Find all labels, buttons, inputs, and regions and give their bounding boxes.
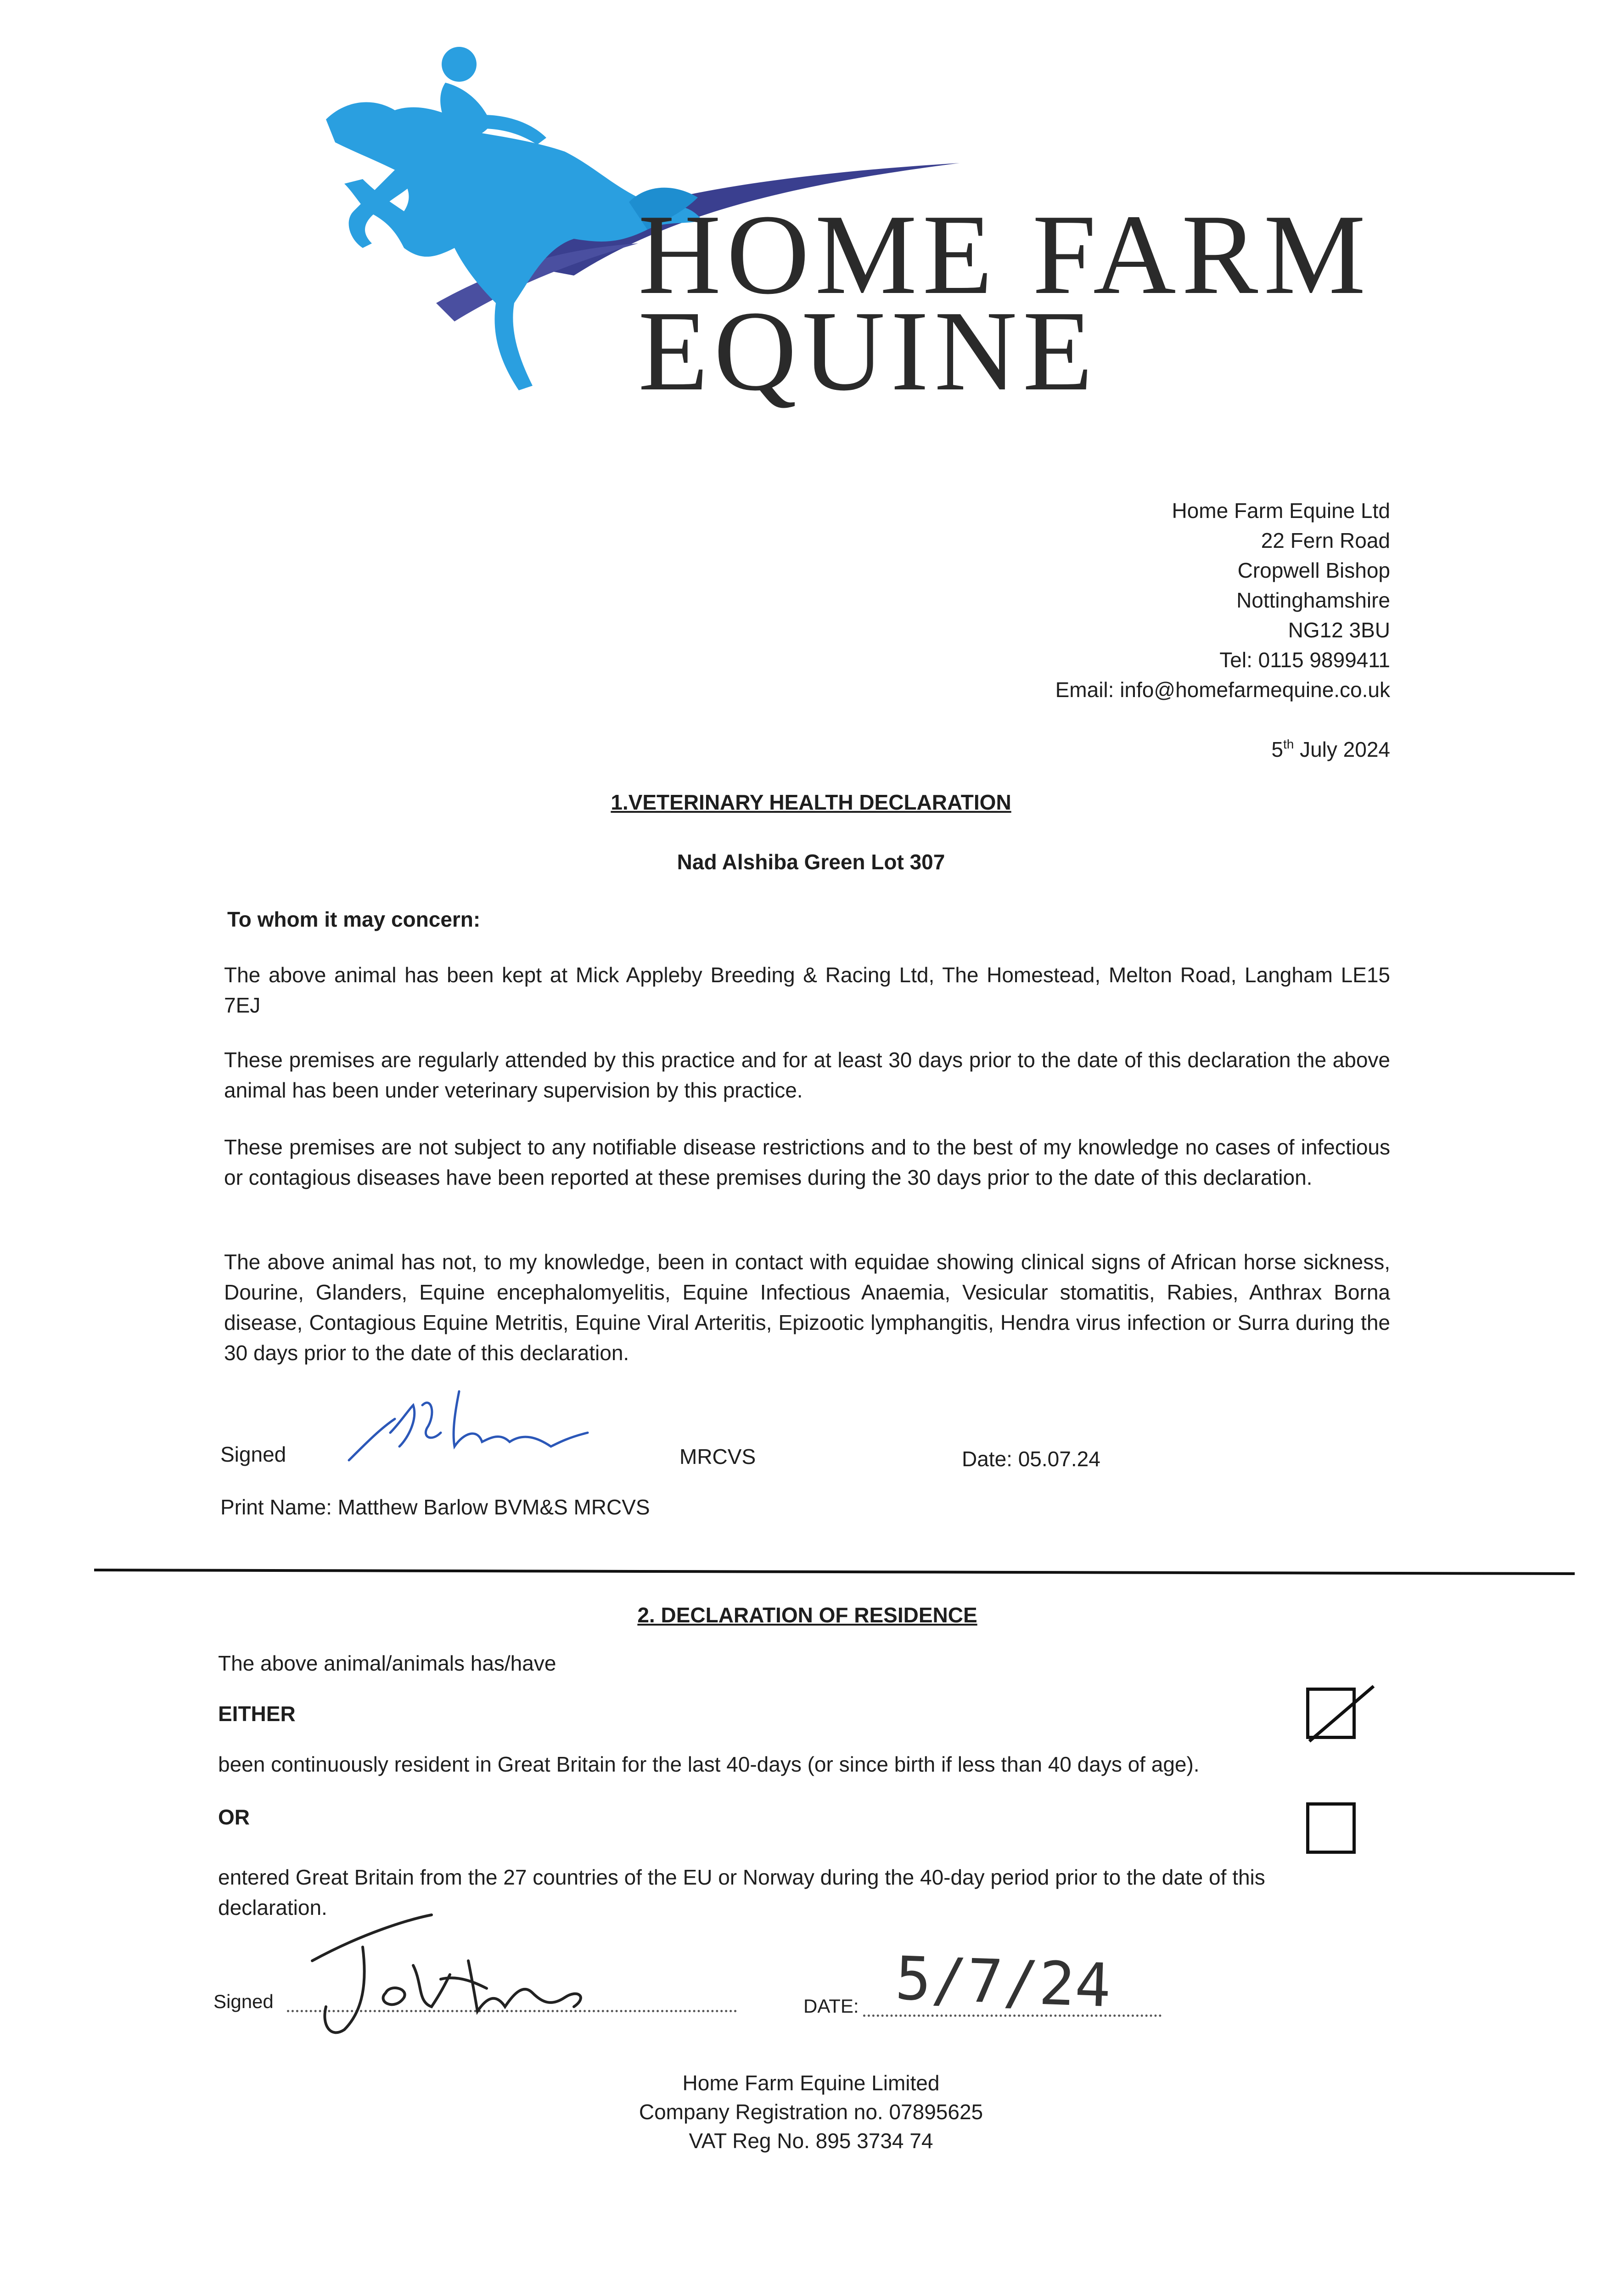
mrcvs-label: MRCVS [679,1445,756,1469]
owner-date-handwritten: 5/7/24 [894,1943,1112,2021]
vet-date: Date: 05.07.24 [962,1447,1100,1471]
footer-reg: Company Registration no. 07895625 [639,2100,983,2124]
address-village: Cropwell Bishop [1237,558,1390,582]
vet-signed-label: Signed [220,1442,286,1466]
print-name: Print Name: Matthew Barlow BVM&S MRCVS [220,1495,650,1519]
vet-signature [340,1378,624,1469]
footer-vat: VAT Reg No. 895 3734 74 [689,2129,933,2153]
logo-text-line1: HOME FARM [638,191,1371,318]
paragraph-supervision: These premises are regularly attended by this practice and for at least 30 days prior to the date of this declaration the above animal has been under veterinary supervision by this practice. [224,1048,1390,1102]
letter-date: 5th July 2024 [1271,737,1390,761]
address-county: Nottinghamshire [1236,588,1390,612]
section2-heading: 2. DECLARATION OF RESIDENCE [637,1603,977,1627]
address-tel: Tel: 0115 9899411 [1219,648,1390,672]
paragraph-no-contact: The above animal has not, to my knowledge, been in contact with equidae showing clinical signs of African horse sickness, Dourine, Glanders, Equine encephalomyelitis, Equine Infectious Anaemia, Vesicular stomatitis, Rabies, Anthrax Borna disease, Contagious Equine Metritis, Equine Viral Arteritis, Epizootic lymphangitis, Hendra virus infection or Surra during the 30 days prior to the date of this declaration. [224,1250,1390,1365]
either-label: EITHER [218,1702,296,1726]
owner-signature [294,1892,643,2043]
paragraph-premises-address: The above animal has been kept at Mick Appleby Breeding & Racing Ltd, The Homestead, Melton Road, Langham LE15 7EJ [224,963,1390,1017]
paragraph-no-restrictions: These premises are not subject to any notifiable disease restrictions and to the best of my knowledge no cases of infectious or contagious diseases have been reported at these premises during the 30 days prior to the date of this declaration. [224,1135,1390,1189]
owner-date-label: DATE: [803,1995,859,2017]
company-logo [317,46,1371,415]
or-label: OR [218,1805,250,1829]
address-postcode: NG12 3BU [1288,618,1390,642]
address-company: Home Farm Equine Ltd [1172,499,1390,523]
owner-signed-label: Signed [213,1991,274,2012]
salutation: To whom it may concern: [227,907,481,931]
footer [0,2069,1622,2155]
address-block [1055,496,1390,705]
option1-checkbox[interactable] [1306,1688,1356,1739]
address-street: 22 Fern Road [1261,529,1390,552]
animal-name: Nad Alshiba Green Lot 307 [677,850,945,874]
residence-intro: The above animal/animals has/have [218,1651,556,1675]
option1-text: been continuously resident in Great Britain for the last 40-days (or since birth if less than 40 days of age). [218,1752,1200,1776]
logo-text-line2: EQUINE [638,287,1099,415]
footer-company: Home Farm Equine Limited [682,2071,940,2095]
address-email: Email: info@homefarmequine.co.uk [1055,678,1390,702]
checkmark-icon [1305,1677,1378,1750]
option2-text: entered Great Britain from the 27 countries of the EU or Norway during the 40-day period prior to the date of this declaration. [218,1865,1265,1919]
option2-checkbox[interactable] [1306,1802,1356,1854]
section1-heading: 1.VETERINARY HEALTH DECLARATION [611,790,1011,814]
section-divider [94,1569,1575,1575]
